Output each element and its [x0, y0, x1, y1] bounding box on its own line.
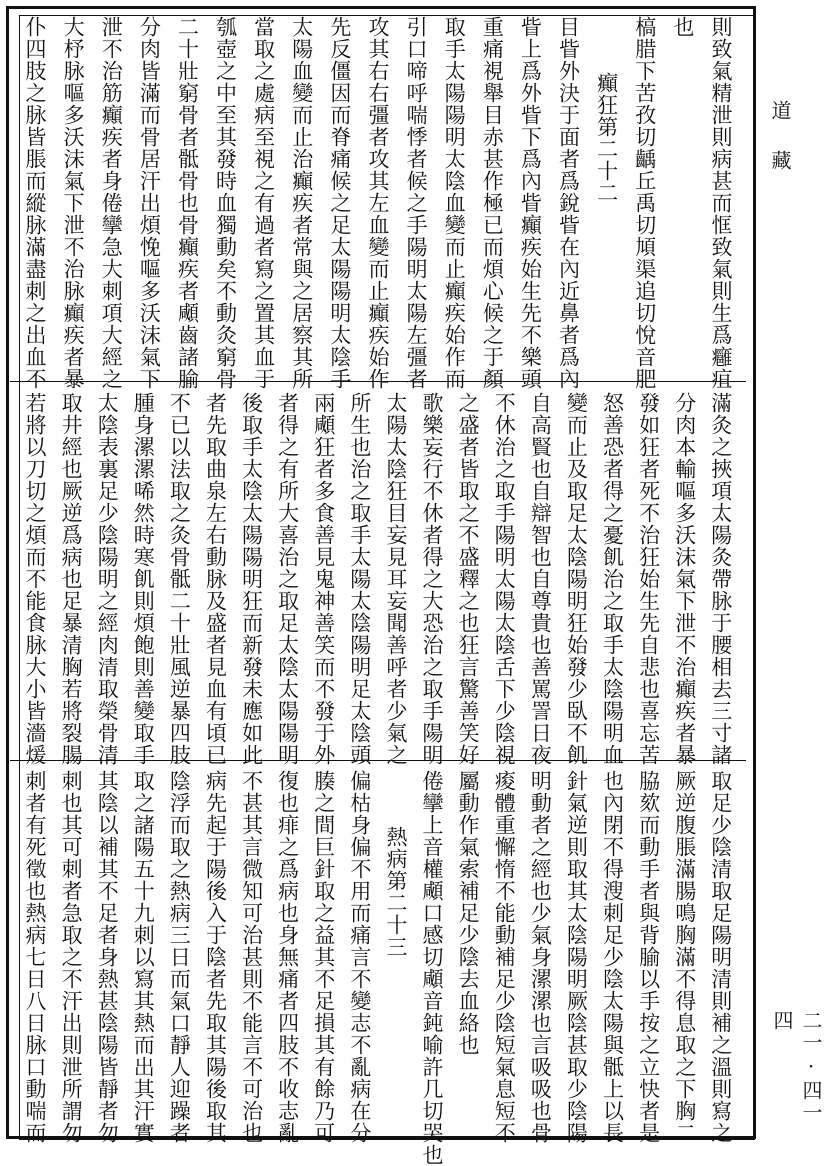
text-column: 分肉皆滿而骨居汗出煩悗嘔多沃沫氣下	[137, 16, 162, 390]
text-column: 陰浮而取之熱病三日而氣口靜人迎躁者	[167, 770, 192, 1144]
section-title: 癲狂第二十二	[594, 72, 619, 204]
text-column: 當取之處病至視之有過者寫之置其血于	[251, 16, 276, 390]
top-panel	[16, 16, 740, 390]
text-column: 後取手太陰太陽陽明狂而新發未應如此	[239, 392, 264, 766]
text-column: 不休治之取手陽明太陽太陰舌下少陰視	[492, 392, 517, 766]
text-column: 脇欬而動手者與背腧以手按之立快者是	[636, 770, 661, 1144]
text-column: 二十壯窮骨者骶骨也骨癲疾者顑齒諸腧	[175, 16, 200, 390]
text-column: 重痛視舉目赤甚作極已而煩心候之于顏	[480, 16, 505, 390]
text-column: 也	[670, 16, 695, 38]
text-column: 變而止及取足太陰陽明狂始發少臥不飢	[564, 392, 589, 766]
text-column: 怒善恐者得之憂飢治之取手太陰陽明血	[600, 392, 625, 766]
text-column: 仆四肢之脉皆脹而縱脉滿盡刺之出血不	[23, 16, 47, 390]
text-column: 不已以法取之灸骨骶二十壯風逆暴四肢	[167, 392, 192, 766]
text-column: 取手太陽陽明太陰血變而止癲疾始作而	[442, 16, 467, 390]
text-column: 取井經也厥逆爲病也足暴清胸若將裂腸	[59, 392, 84, 766]
text-column: 太陽太陰狂目妄見耳妄聞善呼者少氣之	[383, 392, 408, 766]
text-column: 倦攣上音權顑口感切顑音鈍喻許几切哭也	[420, 770, 445, 1166]
text-column: 自高賢也自辯智也自尊貴也善罵詈日夜	[528, 392, 553, 766]
text-column: 取之諸陽五十九刺以寫其熱而出其汗實	[131, 770, 156, 1144]
text-column: 厥逆腹脹滿腸鳴胸滿不得息取之下胸二	[672, 770, 697, 1144]
text-column: 若將以刀切之煩而不能食脉大小皆濇煖	[23, 392, 47, 766]
text-column: 先反僵因而脊痛候之足太陽陽明太陰手	[327, 16, 352, 390]
text-column: 瓠壺之中至其發時血獨動矣不動灸窮骨	[213, 16, 238, 390]
middle-panel	[16, 392, 740, 766]
text-column: 其陰以補其不足者身熱甚陰陽皆靜者勿	[95, 770, 120, 1144]
text-column: 滿灸之挾項太陽灸帶脉于腰相去三寸諸	[708, 392, 733, 766]
text-column: 針氣逆則取其太陰陽明厥陰甚取少陰陽	[564, 770, 589, 1144]
text-column: 痠體重懈惰不能動補足少陰短氣息短不	[492, 770, 517, 1144]
text-column: 明動者之經也少氣身漯漯也言吸吸也骨	[528, 770, 553, 1144]
text-column: 者先取曲泉左右動脉及盛者見血有頃已	[203, 392, 228, 766]
section-title: 熱病第二十三	[383, 826, 408, 958]
bottom-panel	[16, 770, 740, 1166]
text-column: 歌樂妄行不休者得之大恐治之取手陽明	[420, 392, 445, 766]
text-column: 偏枯身偏不用而痛言不變志不亂病在分	[347, 770, 372, 1144]
text-column: 也內閉不得溲刺足少陰太陽與骶上以長	[600, 770, 625, 1144]
text-column: 泄不治筋癲疾者身倦攣急大刺項大經之	[99, 16, 124, 390]
text-column: 刺也其可刺者急取之不汗出則泄所謂勿	[59, 770, 84, 1144]
text-column: 攻其右右彊者攻其左血變而止癲疾始作	[365, 16, 390, 390]
text-column: 病先起于陽後入于陰者先取其陽後取其	[203, 770, 228, 1144]
text-column: 則致氣精泄則病甚而恇致氣則生爲癰疽	[708, 16, 733, 390]
text-column: 取足少陰清取足陽明清則補之溫則寫之	[708, 770, 733, 1144]
text-column: 所生也治之取手太陽太陰陽明足太陰頭	[347, 392, 372, 766]
text-column: 槁腊下苦孜切齲丘禹切頄渠追切悅音肥	[632, 16, 657, 390]
text-column: 復也痱之爲病也身無痛者四肢不收志亂	[275, 770, 300, 1144]
text-column: 者得之有所大喜治之取足太陰太陽陽明	[275, 392, 300, 766]
text-column: 眥上爲外眥下爲內眥癲疾始生先不樂頭	[518, 16, 543, 390]
text-column: 腠之間巨針取之益其不足損其有餘乃可	[311, 770, 336, 1144]
page-number: 二一·四一四	[770, 1010, 823, 1124]
text-column: 引口啼呼喘悸者候之手陽明太陽左彊者	[404, 16, 429, 390]
side-label: 道藏	[768, 100, 792, 200]
text-column: 屬動作氣索補足少陰去血絡也	[456, 770, 481, 1056]
text-column: 太陰表裏足少陰陽明之經肉清取榮骨清	[95, 392, 120, 766]
text-column: 大杼脉嘔多沃沫氣下泄不治脉癲疾者暴	[61, 16, 86, 390]
text-column: 腫身漯漯唏然時寒飢則煩飽則善變取手	[131, 392, 156, 766]
text-column: 分肉本輸嘔多沃沫氣下泄不治癲疾者暴	[672, 392, 697, 766]
text-column: 不甚其言微知可治甚則不能言不可治也	[239, 770, 264, 1144]
text-column: 太陽血變而止治癲疾者常與之居察其所	[289, 16, 314, 390]
text-column: 刺者有死徵也熱病七日八日脉口動喘而	[23, 770, 47, 1144]
text-column: 發如狂者死不治狂始生先自悲也喜忘苦	[636, 392, 661, 766]
text-column: 之盛者皆取之不盛釋之也狂言驚善笑好	[456, 392, 481, 766]
text-column: 目眥外決于面者爲銳眥在內近鼻者爲內	[556, 16, 581, 390]
text-column: 兩顑狂者多食善見鬼神善笑而不發于外	[311, 392, 336, 766]
